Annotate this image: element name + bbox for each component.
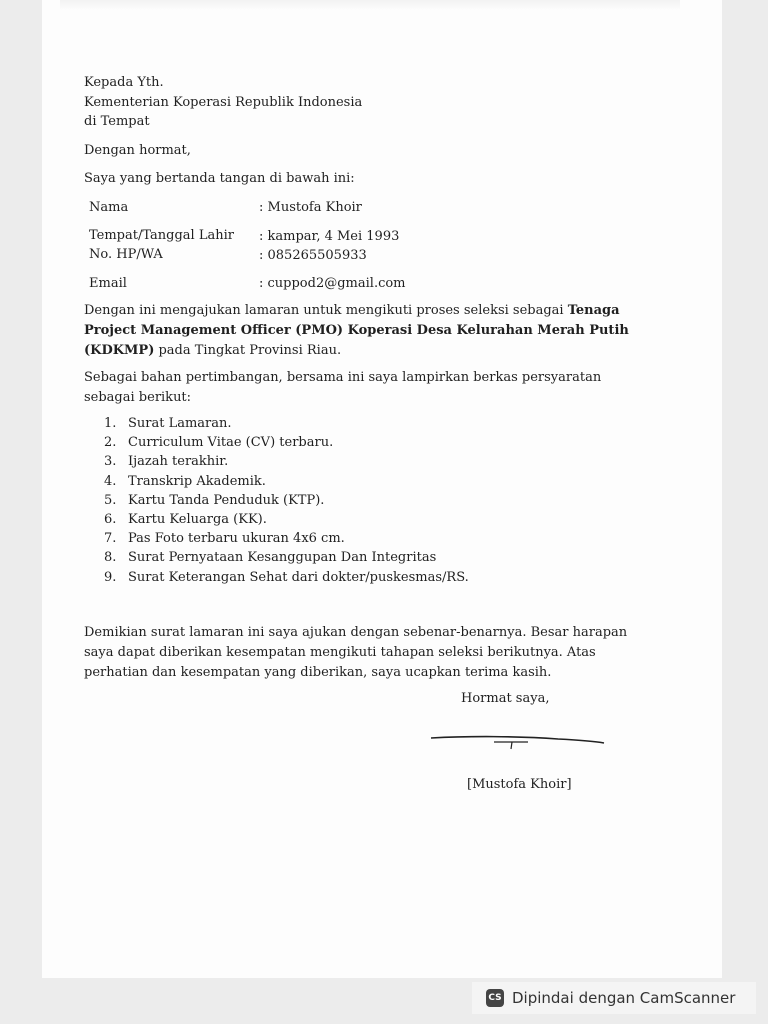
field-label-email: Email xyxy=(89,276,127,291)
list-item: 9. Surat Keterangan Sehat dari dokter/puskesmas/RS. xyxy=(104,569,469,585)
application-position: Tenaga Project Management Officer (PMO) Koperasi Desa Kelurahan Merah Putih (KDKMP) xyxy=(84,303,629,358)
recipient-line-1: Kepada Yth. xyxy=(84,75,164,90)
recipient-line-3: di Tempat xyxy=(84,114,150,129)
scan-edge xyxy=(60,0,680,10)
field-label-name: Nama xyxy=(89,200,129,215)
list-item: 4. Transkrip Akademik. xyxy=(104,473,266,489)
intro-text: Saya yang bertanda tangan di bawah ini: xyxy=(84,171,355,186)
regards: Hormat saya, xyxy=(461,691,550,706)
field-value-name: : Mustofa Khoir xyxy=(259,200,362,215)
closing-paragraph: Demikian surat lamaran ini saya ajukan dengan sebenar-benarnya. Besar harapan saya dapat diberikan kesempatan mengikuti tahapan seleksi berikutnya. Atas perhatian dan kesempatan yang diberikan, saya ucapkan terima kasih. xyxy=(84,625,628,680)
camscanner-watermark xyxy=(472,982,756,1014)
list-item: 1. Surat Lamaran. xyxy=(104,416,232,431)
list-item: 8. Surat Pernyataan Kesanggupan Dan Integritas xyxy=(104,550,437,566)
list-item: 5. Kartu Tanda Penduduk (KTP). xyxy=(104,492,325,508)
watermark-text: Dipindai dengan CamScanner xyxy=(512,989,736,1007)
camscanner-logo-icon: CS xyxy=(486,989,504,1007)
recipient-line-2: Kementerian Koperasi Republik Indonesia xyxy=(84,95,363,110)
list-item: 6. Kartu Keluarga (KK). xyxy=(104,512,267,528)
application-text-after: pada Tingkat Provinsi Riau. xyxy=(154,343,342,358)
field-value-email: : cuppod2@gmail.com xyxy=(259,276,406,291)
field-value-birth: : kampar, 4 Mei 1993 xyxy=(259,229,400,244)
signature-image xyxy=(428,730,608,754)
field-label-birth: Tempat/Tanggal Lahir xyxy=(89,228,234,243)
list-item: 7. Pas Foto terbaru ukuran 4x6 cm. xyxy=(104,531,345,547)
application-text-before: Dengan ini mengajukan lamaran untuk mengikuti proses seleksi sebagai xyxy=(84,303,568,318)
list-item: 2. Curriculum Vitae (CV) terbaru. xyxy=(104,435,334,451)
attachments-intro: Sebagai bahan pertimbangan, bersama ini saya lampirkan berkas persyaratan sebagai berikut: xyxy=(84,370,602,405)
field-value-phone: : 085265505933 xyxy=(259,248,367,263)
application-paragraph xyxy=(84,301,644,361)
salutation: Dengan hormat, xyxy=(84,143,191,158)
attachment-list xyxy=(104,414,469,587)
field-label-phone: No. HP/WA xyxy=(89,247,163,262)
signatory-name: [Mustofa Khoir] xyxy=(467,777,572,792)
list-item: 3. Ijazah terakhir. xyxy=(104,454,229,470)
